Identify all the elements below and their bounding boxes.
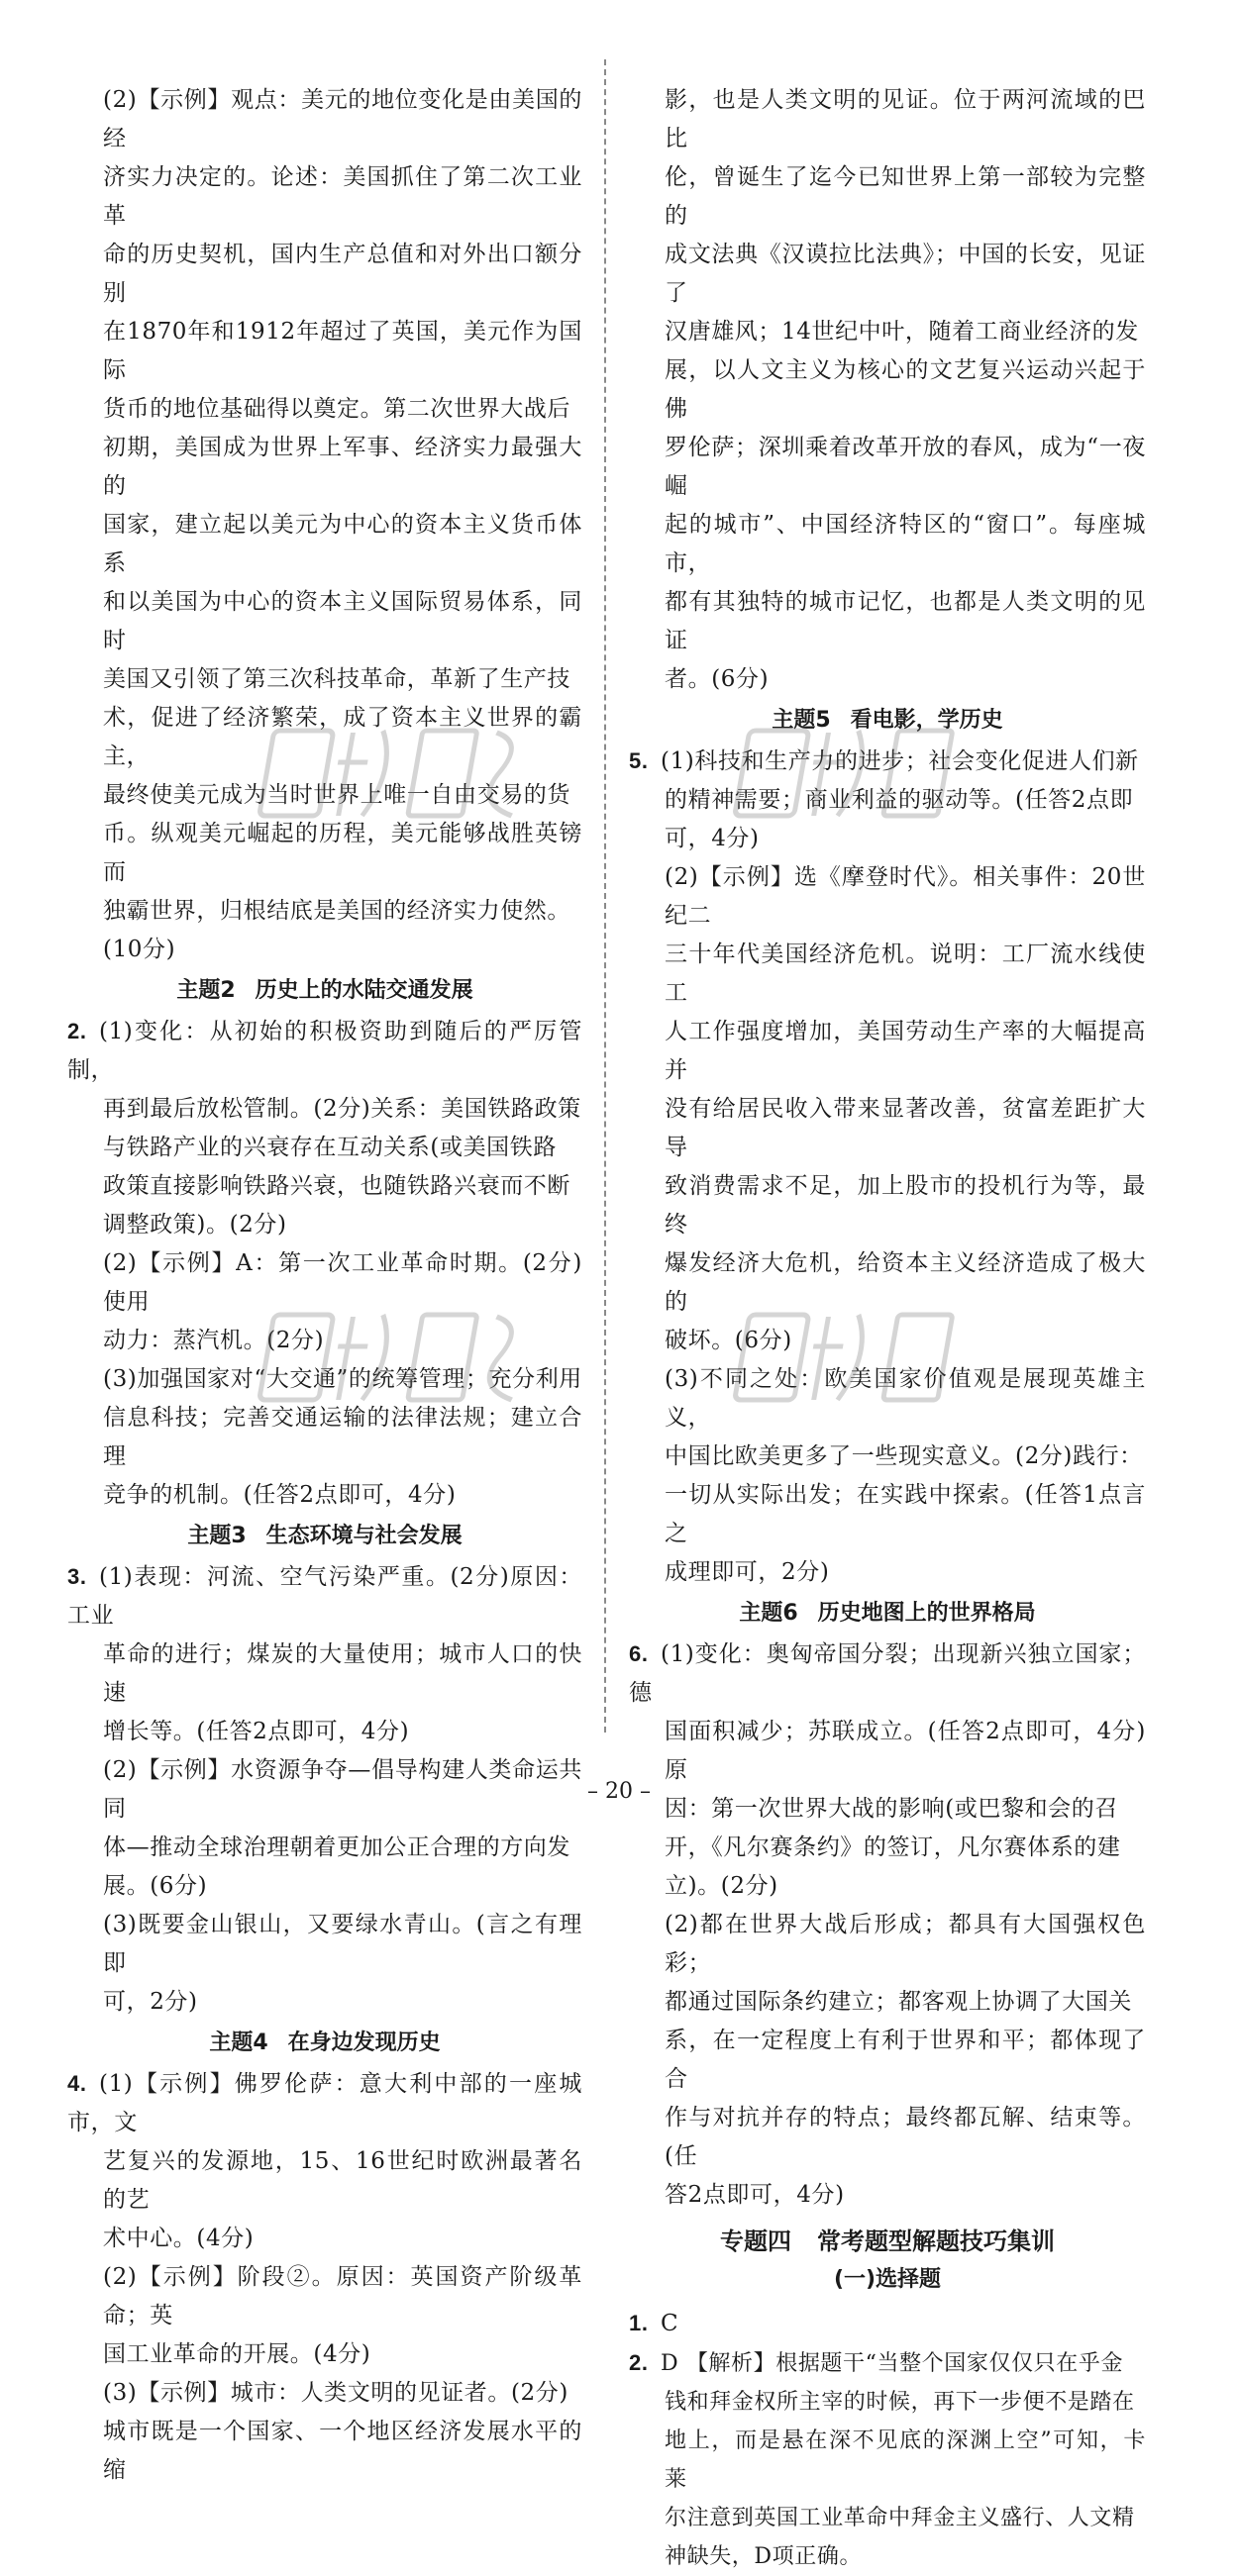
- question-text: (1)变化：奥匈帝国分裂；出现新兴独立国家；德: [629, 1641, 1146, 1706]
- text-line: 和以美国为中心的资本主义国际贸易体系，同时: [103, 589, 582, 653]
- section-heading: [629, 2221, 1146, 2262]
- question-line: [629, 742, 1146, 781]
- topic-heading: [67, 2024, 582, 2062]
- text-line: 作与对抗并存的特点；最终都瓦解、结束等。(任: [665, 2105, 1146, 2169]
- text-line: (2)【示例】阶段②。原因：英国资产阶级革命；英: [103, 2264, 582, 2328]
- topic-heading: [67, 971, 582, 1010]
- text-line: 独霸世界，归根结底是美国的经济实力使然。: [103, 898, 570, 924]
- topic-label: 主题2: [176, 978, 236, 1003]
- text-line: 因：第一次世界大战的影响(或巴黎和会的召: [665, 1796, 1118, 1822]
- question-number: 2.: [67, 1019, 87, 1043]
- text-line: (10分): [103, 937, 176, 962]
- text-line: 罗伦萨；深圳乘着改革开放的春风，成为“一夜崛: [665, 435, 1146, 499]
- text-line: (2)【示例】水资源争夺—倡导构建人类命运共同: [103, 1757, 582, 1822]
- text-line: 国家，建立起以美元为中心的资本主义货币体系: [103, 512, 582, 576]
- topic-title: 看电影，学历史: [850, 708, 1003, 733]
- text-line: 与铁路产业的兴衰存在互动关系(或美国铁路: [103, 1135, 557, 1160]
- text-line: 伦，曾诞生了迄今已知世界上第一部较为完整的: [665, 164, 1146, 229]
- topic-title: 在身边发现历史: [287, 2031, 441, 2055]
- topic-label: 主题4: [209, 2031, 268, 2055]
- topic-title: 历史地图上的世界格局: [817, 1601, 1036, 1626]
- text-line: 致消费需求不足，加上股市的投机行为等，最终: [665, 1173, 1146, 1238]
- subsection-heading: (一)选择题: [833, 2267, 942, 2292]
- text-line: 人工作强度增加，美国劳动生产率的大幅提高并: [665, 1019, 1146, 1083]
- text-line: 一切从实际出发；在实践中探索。(任答1点言之: [665, 1482, 1146, 1546]
- section-label: 专题四: [720, 2228, 791, 2255]
- text-line: 竞争的机制。(任答2点即可，4分): [103, 1482, 457, 1508]
- text-line: 国面积减少；苏联成立。(任答2点即可，4分)原: [665, 1719, 1146, 1783]
- question-text: C: [661, 2311, 679, 2336]
- text-line: 者。(6分): [665, 666, 770, 692]
- text-line: 最终使美元成为当时世界上唯一自由交易的货: [103, 782, 570, 808]
- text-line: 术中心。(4分): [103, 2226, 255, 2251]
- text-line: 增长等。(任答2点即可，4分): [103, 1719, 410, 1744]
- column-divider: [604, 59, 606, 1733]
- text-line: (2)【示例】选《摩登时代》。相关事件：20世纪二: [665, 864, 1146, 929]
- text-line: 中国比欧美更多了一些现实意义。(2分)践行：: [665, 1443, 1143, 1469]
- question-number: 4.: [67, 2071, 87, 2096]
- text-line: 开，《凡尔赛条约》的签订，凡尔赛体系的建: [665, 1834, 1121, 1860]
- question-number: 3.: [67, 1564, 87, 1589]
- question-number: 5.: [629, 748, 649, 773]
- text-line: 展，以人文主义为核心的文艺复兴运动兴起于佛: [665, 357, 1146, 422]
- text-line: 破坏。(6分): [665, 1328, 792, 1353]
- text-line: (2)都在世界大战后形成；都具有大国强权色彩；: [665, 1912, 1146, 1976]
- text-line: 币。纵观美元崛起的历程，美元能够战胜英镑而: [103, 821, 582, 885]
- text-line: 成文法典《汉谟拉比法典》；中国的长安，见证了: [665, 242, 1146, 306]
- topic-label: 主题3: [187, 1524, 247, 1548]
- topic-heading: [629, 701, 1146, 740]
- topic-label: 主题6: [739, 1601, 798, 1626]
- left-column: [67, 81, 582, 2490]
- text-line: 体—推动全球治理朝着更加公正合理的方向发: [103, 1834, 570, 1860]
- topic-heading: [629, 1594, 1146, 1633]
- text-line: (2)【示例】A：第一次工业革命时期。(2分)使用: [103, 1250, 582, 1315]
- text-line: 没有给居民收入带来显著改善，贫富差距扩大导: [665, 1096, 1146, 1160]
- text-line: 爆发经济大危机，给资本主义经济造成了极大的: [665, 1250, 1146, 1315]
- question-number: 1.: [629, 2311, 649, 2335]
- text-line: 可，4分): [665, 826, 760, 851]
- text-line: 的精神需要；商业利益的驱动等。(任答2点即: [665, 787, 1134, 813]
- text-line: 再到最后放松管制。(2分)关系：美国铁路政策: [103, 1096, 581, 1122]
- right-column: [629, 81, 1146, 2576]
- topic-heading: [67, 1517, 582, 1555]
- question-line: [67, 2064, 582, 2142]
- text-line: (3)既要金山银山，又要绿水青山。(言之有理即: [103, 1912, 582, 1976]
- text-line: (3)不同之处：欧美国家价值观是展现英雄主义，: [665, 1366, 1146, 1431]
- text-line: 尔注意到英国工业革命中拜金主义盛行、人文精: [665, 2506, 1135, 2530]
- text-line: 答2点即可，4分): [665, 2182, 845, 2208]
- question-line: [629, 1635, 1146, 1713]
- question-text: D 【解析】根据题干“当整个国家仅仅只在乎金: [661, 2351, 1124, 2376]
- text-line: 美国又引领了第三次科技革命，革新了生产技: [103, 666, 570, 692]
- text-line: 艺复兴的发源地，15、16世纪时欧洲最著名的艺: [103, 2148, 582, 2213]
- section-title: 常考题型解题技巧集训: [817, 2228, 1055, 2255]
- text-line: (2)【示例】观点：美元的地位变化是由美国的经: [103, 87, 582, 151]
- text-line: 城市既是一个国家、一个地区经济发展水平的缩: [103, 2419, 582, 2483]
- text-line: 系，在一定程度上有利于世界和平；都体现了合: [665, 2028, 1146, 2092]
- text-line: 都有其独特的城市记忆，也都是人类文明的见证: [665, 589, 1146, 653]
- text-line: 展。(6分): [103, 1873, 208, 1899]
- question-text: (1)【示例】佛罗伦萨：意大利中部的一座城市，文: [67, 2071, 582, 2135]
- topic-title: 生态环境与社会发展: [265, 1524, 463, 1548]
- text-line: 初期，美国成为世界上军事、经济实力最强大的: [103, 435, 582, 499]
- text-line: 济实力决定的。论述：美国抓住了第二次工业革: [103, 164, 582, 229]
- text-line: 命的历史契机，国内生产总值和对外出口额分别: [103, 242, 582, 306]
- text-line: 汉唐雄风；14世纪中叶，随着工商业经济的发: [665, 319, 1139, 345]
- topic-label: 主题5: [772, 708, 831, 733]
- question-line: [67, 1557, 582, 1635]
- text-line: 神缺失，D项正确。: [665, 2544, 863, 2569]
- page-number: – 20 –: [587, 1779, 651, 1804]
- text-line: 三十年代美国经济危机。说明：工厂流水线使工: [665, 941, 1146, 1006]
- text-line: (3)【示例】城市：人类文明的见证者。(2分): [103, 2380, 568, 2406]
- text-line: (3)加强国家对“大交通”的统筹管理；充分利用: [103, 1366, 582, 1392]
- text-line: 信息科技；完善交通运输的法律法规；建立合理: [103, 1405, 582, 1469]
- question-text: (1)科技和生产力的进步；社会变化促进人们新: [661, 748, 1139, 774]
- question-line: [629, 2343, 1146, 2383]
- text-line: 动力：蒸汽机。(2分): [103, 1328, 325, 1353]
- question-text: (1)变化：从初始的积极资助到随后的严厉管制，: [67, 1019, 582, 1083]
- text-line: 革命的进行；煤炭的大量使用；城市人口的快速: [103, 1641, 582, 1706]
- question-text: (1)表现：河流、空气污染严重。(2分)原因：工业: [67, 1564, 582, 1629]
- text-line: 术，促进了经济繁荣，成了资本主义世界的霸主，: [103, 705, 582, 769]
- text-line: 成理即可，2分): [665, 1559, 830, 1585]
- text-line: 影，也是人类文明的见证。位于两河流域的巴比: [665, 87, 1146, 151]
- text-line: 都通过国际条约建立；都客观上协调了大国关: [665, 1989, 1132, 2015]
- question-line: [629, 2304, 1146, 2343]
- text-line: 货币的地位基础得以奠定。第二次世界大战后: [103, 396, 570, 422]
- text-line: 可，2分): [103, 1989, 198, 2015]
- text-line: 立)。(2分): [665, 1873, 778, 1899]
- text-line: 国工业革命的开展。(4分): [103, 2341, 371, 2367]
- text-line: 地上，而是悬在深不见底的深渊上空”可知，卡莱: [665, 2428, 1146, 2492]
- text-line: 政策直接影响铁路兴衰，也随铁路兴衰而不断: [103, 1173, 570, 1199]
- topic-title: 历史上的水陆交通发展: [255, 978, 473, 1003]
- text-line: 调整政策)。(2分): [103, 1212, 287, 1238]
- question-number: 2.: [629, 2350, 649, 2375]
- question-line: [67, 1012, 582, 1090]
- question-number: 6.: [629, 1641, 649, 1666]
- text-line: 起的城市”、中国经济特区的“窗口”。每座城市，: [665, 512, 1146, 576]
- text-line: 在1870年和1912年超过了英国，美元作为国际: [103, 319, 582, 383]
- text-line: 钱和拜金权所主宰的时候，再下一步便不是踏在: [665, 2390, 1135, 2415]
